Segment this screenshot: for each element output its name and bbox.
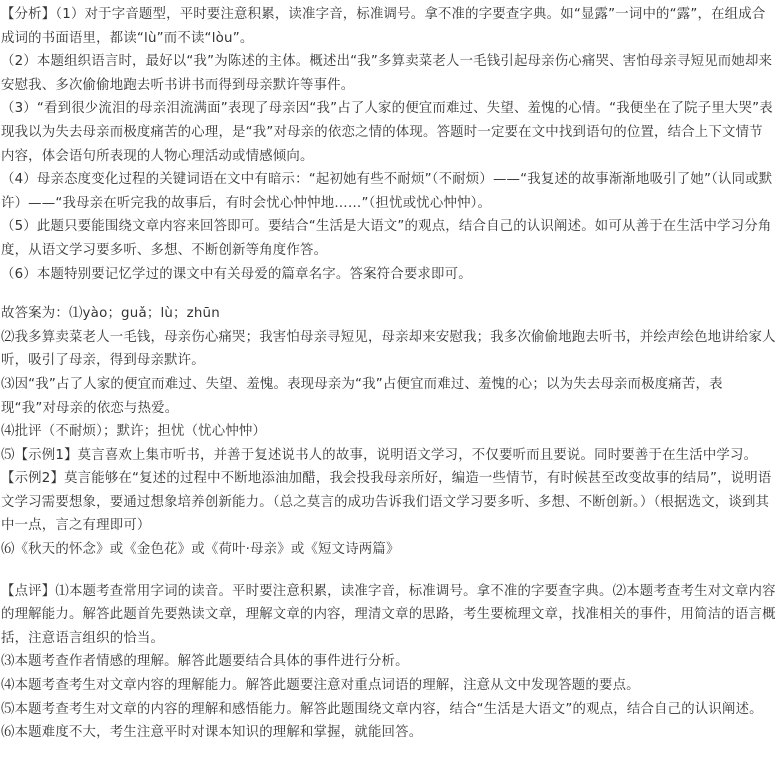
answer-paragraph-6: ⑹《秋天的怀念》或《金色花》或《荷叶·母亲》或《短文诗两篇》	[1, 542, 400, 558]
analysis-paragraph-4: （4）母亲态度变化过程的关键词语在文中有暗示：“起初她有些不耐烦”（不耐烦）——“我复述的故事渐渐地吸引了她”（认同或默许）——“我母亲在听完我的故事后，有时会忧心忡忡地……”（担忧或忧心忡忡）。	[1, 172, 773, 211]
analysis-section	[1, 3, 776, 286]
analysis-paragraph-2: （2）本题组织语言时，最好以“我”为陈述的主体。概述出“我”多算卖菜老人一毛钱引起母亲伤心痛哭、害怕母亲寻短见而她却来安慰我、多次偷偷地跑去听书讲书而得到母亲默许等事件。	[1, 54, 773, 93]
answer-paragraph-2: ⑵我多算卖菜老人一毛钱，母亲伤心痛哭；我害怕母亲寻短见，母亲却来安慰我；我多次偷偷地跑去听书，并绘声绘色地讲给家人听，吸引了母亲，得到母亲默许。	[1, 329, 776, 369]
section-spacer	[1, 286, 776, 302]
answer-section	[1, 302, 776, 562]
analysis-paragraph-6: （6）本题特别要记忆学过的课文中有关母爱的篇章名字。答案符合要求即可。	[1, 266, 472, 282]
answer-paragraph-5: ⑸【示例1】莫言喜欢上集市听书，并善于复述说书人的故事，说明语文学习，不仅要听而且要说。同时要善于在生活中学习。【示例2】莫言能够在“复述的过程中不断地添油加醋，我会投我母亲所好，编造一些情节，有时候甚至改变故事的结局”，说明语文学习需要想象，要通过想象培养创新能力。（总之莫言的成功告诉我们语文学习要多听、多想、不断创新。）（根据选文，谈到其中一点，言之有理即可）	[1, 447, 772, 534]
comment-paragraph-2: ⑶本题考查作者情感的理解。解答此题要结合具体的事件进行分析。	[1, 654, 409, 670]
comment-section	[1, 580, 776, 745]
comment-paragraph-3: ⑷本题考查考生对文章内容的理解能力。解答此题要注意对重点词语的理解，注意从文中发现答题的要点。	[1, 678, 640, 694]
analysis-paragraph-3: （3）“看到很少流泪的母亲泪流满面”表现了母亲因“我”占了人家的便宜而难过、失望、羞愧的心情。“我便坐在了院子里大哭”表现我以为失去母亲而极度痛苦的心理，是“我”对母亲的依恋之情的体现。答题时一定要在文中找到语句的位置，结合上下文情节内容，体会语句所表现的人物心理活动或情感倾向。	[1, 101, 773, 164]
comment-paragraph-4: ⑸本题考查考生对文章的内容的理解和感悟能力。解答此题围绕文章内容，结合“生活是大语文”的观点，结合自己的认识阐述。	[1, 701, 763, 717]
analysis-paragraph-5: （5）此题只要能围绕文章内容来回答即可。要结合“生活是大语文”的观点，结合自己的认识阐述。如可从善于在生活中学习分角度，从语文学习要多听、多想、不断创新等角度作答。	[1, 219, 772, 258]
analysis-paragraph-1: 【分析】（1）对于字音题型，平时要注意积累，读准字音，标准调号。拿不准的字要查字典。如“显露”一词中的“露”，在组成合成词的书面语里，都读“lù”而不读“lòu”。	[1, 7, 766, 46]
answer-paragraph-4: ⑷批评（不耐烦）；默许；担忧（忧心忡忡）	[1, 424, 267, 440]
comment-paragraph-5: ⑹本题难度不大，考生注意平时对课本知识的理解和掌握，就能回答。	[1, 725, 423, 741]
comment-paragraph-1: 【点评】⑴本题考查常用字词的读音。平时要注意积累，读准字音，标准调号。拿不准的字要查字典。⑵本题考查考生对文章内容的理解能力。解答此题首先要熟读文章，理解文章的内容，理清文章的思路，考生要梳理文章，找准相关的事件，用简洁的语言概括，注意语言组织的恰当。	[1, 583, 776, 646]
answer-paragraph-1: 故答案为：⑴yào；guǎ；lù；zhūn	[1, 306, 220, 322]
answer-paragraph-3: ⑶因“我”占了人家的便宜而难过、失望、羞愧。表现母亲为“我”占便宜而难过、羞愧的心；以为失去母亲而极度痛苦，表现“我”对母亲的依恋与热爱。	[1, 376, 723, 416]
section-spacer	[1, 562, 776, 580]
